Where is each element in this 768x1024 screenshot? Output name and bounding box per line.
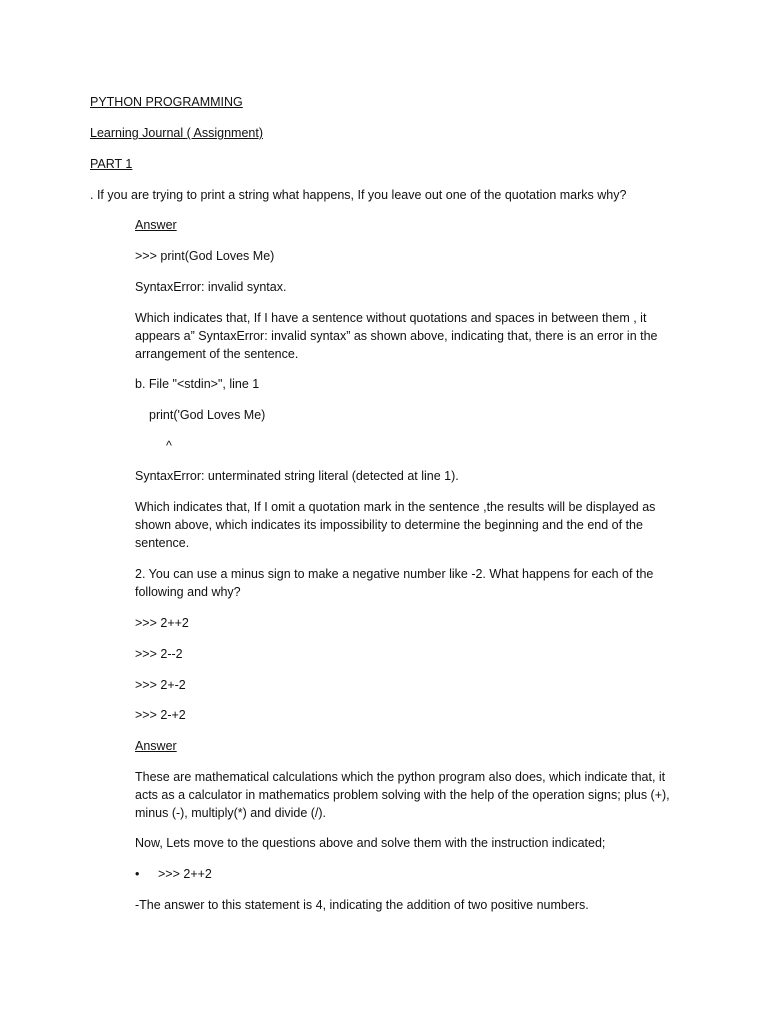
answer-label-2: Answer	[135, 739, 177, 753]
file-line: b. File "<stdin>", line 1	[135, 377, 260, 391]
explanation-4: Now, Lets move to the questions above and solve them with the instruction indicated;	[135, 836, 606, 850]
part-heading: PART 1	[90, 157, 133, 171]
expression-2: >>> 2--2	[135, 647, 183, 661]
doc-subtitle: Learning Journal ( Assignment)	[90, 126, 264, 140]
explanation-2: Which indicates that, If I omit a quotation mark in the sentence ,the results will be displayed as shown above, which indicates its impossibility to determine the beginning and the end of the sentence.	[135, 500, 656, 550]
caret-marker: ^	[166, 439, 172, 453]
expression-1: >>> 2++2	[135, 616, 189, 630]
expression-4: >>> 2-+2	[135, 708, 186, 722]
bullet-icon: •	[135, 867, 140, 881]
expression-3: >>> 2+-2	[135, 678, 186, 692]
explanation-1: Which indicates that, If I have a sentence without quotations and spaces in between them , it appears a” SyntaxError: invalid syntax” as shown above, indicating that, there is an error in the arrangement of the sentence.	[135, 311, 658, 361]
answer-label-1: Answer	[135, 218, 177, 232]
bullet-expression: >>> 2++2	[158, 867, 212, 881]
code-print-1: >>> print(God Loves Me)	[135, 249, 275, 263]
syntax-error-1: SyntaxError: invalid syntax.	[135, 280, 287, 294]
question-1: . If you are trying to print a string what happens, If you leave out one of the quotation marks why?	[90, 188, 627, 202]
explanation-5: -The answer to this statement is 4, indicating the addition of two positive numbers.	[135, 898, 589, 912]
code-print-2: print('God Loves Me)	[149, 408, 266, 422]
explanation-3: These are mathematical calculations which the python program also does, which indicate that, it acts as a calculator in mathematics problem solving with the help of the operation signs; plus (+), minus (-), multiply(*) and divide (/).	[135, 770, 670, 820]
question-2: 2. You can use a minus sign to make a negative number like -2. What happens for each of the following and why?	[135, 567, 654, 599]
syntax-error-2: SyntaxError: unterminated string literal (detected at line 1).	[135, 469, 459, 483]
doc-title: PYTHON PROGRAMMING	[90, 95, 243, 109]
